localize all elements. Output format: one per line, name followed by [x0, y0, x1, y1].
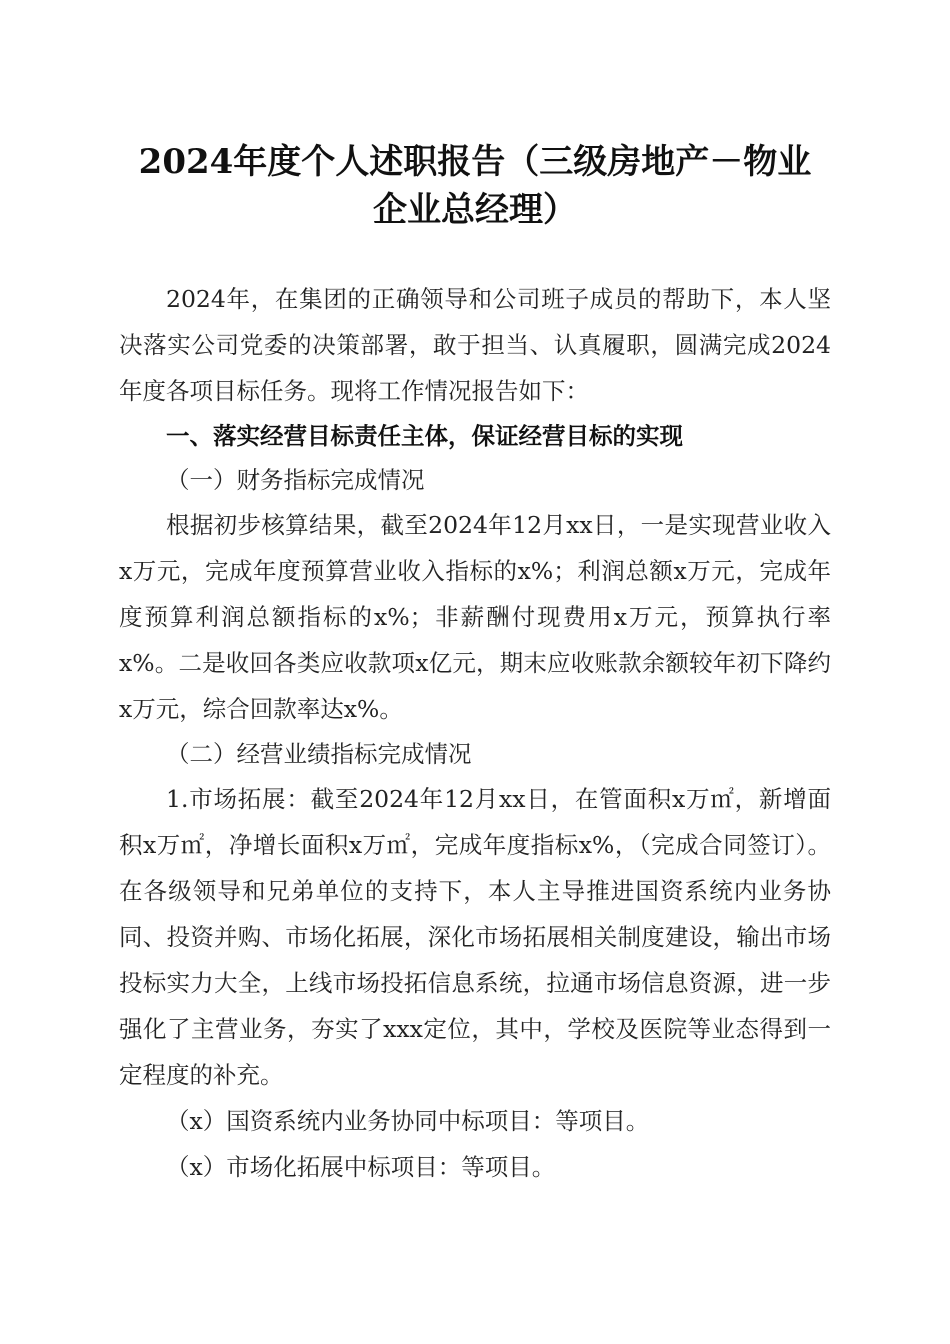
title-line-2: 企业总经理） — [373, 190, 577, 230]
intro-paragraph: 2024年，在集团的正确领导和公司班子成员的帮助下，本人坚决落实公司党委的决策部署，敢于担当、认真履职，圆满完成2024年度各项目标任务。现将工作情况报告如下： — [119, 285, 831, 405]
subsection-heading: （一）财务指标完成情况 — [166, 466, 425, 494]
list-item: （x）国资系统内业务协同中标项目：等项目。 — [166, 1107, 650, 1135]
section-heading: 一、落实经营目标责任主体，保证经营目标的实现 — [166, 422, 683, 450]
document-title — [110, 138, 840, 234]
list-item: （x）市场化拓展中标项目：等项目。 — [166, 1153, 556, 1181]
financial-paragraph: 根据初步核算结果，截至2024年12月xx日，一是实现营业收入x万元，完成年度预算营业收入指标的x%；利润总额x万元，完成年度预算利润总额指标的x%；非薪酬付现费用x万元，预算执行率x%。二是收回各类应收款项x亿元，期末应收账款余额较年初下降约x万元，综合回款率达x%。 — [119, 511, 831, 723]
subsection-heading: （二）经营业绩指标完成情况 — [166, 740, 472, 768]
document-body — [119, 276, 831, 1190]
market-expansion-paragraph: 1.市场拓展：截至2024年12月xx日，在管面积x万㎡，新增面积x万㎡，净增长面积x万㎡，完成年度指标x%，（完成合同签订）。在各级领导和兄弟单位的支持下，本人主导推进国资系统内业务协同、投资并购、市场化拓展，深化市场拓展相关制度建设，输出市场投标实力大全，上线市场投拓信息系统，拉通市场信息资源，进一步强化了主营业务，夯实了xxx定位，其中，学校及医院等业态得到一定程度的补充。 — [119, 785, 831, 1089]
title-line-1: 2024年度个人述职报告（三级房地产－物业 — [138, 142, 812, 182]
